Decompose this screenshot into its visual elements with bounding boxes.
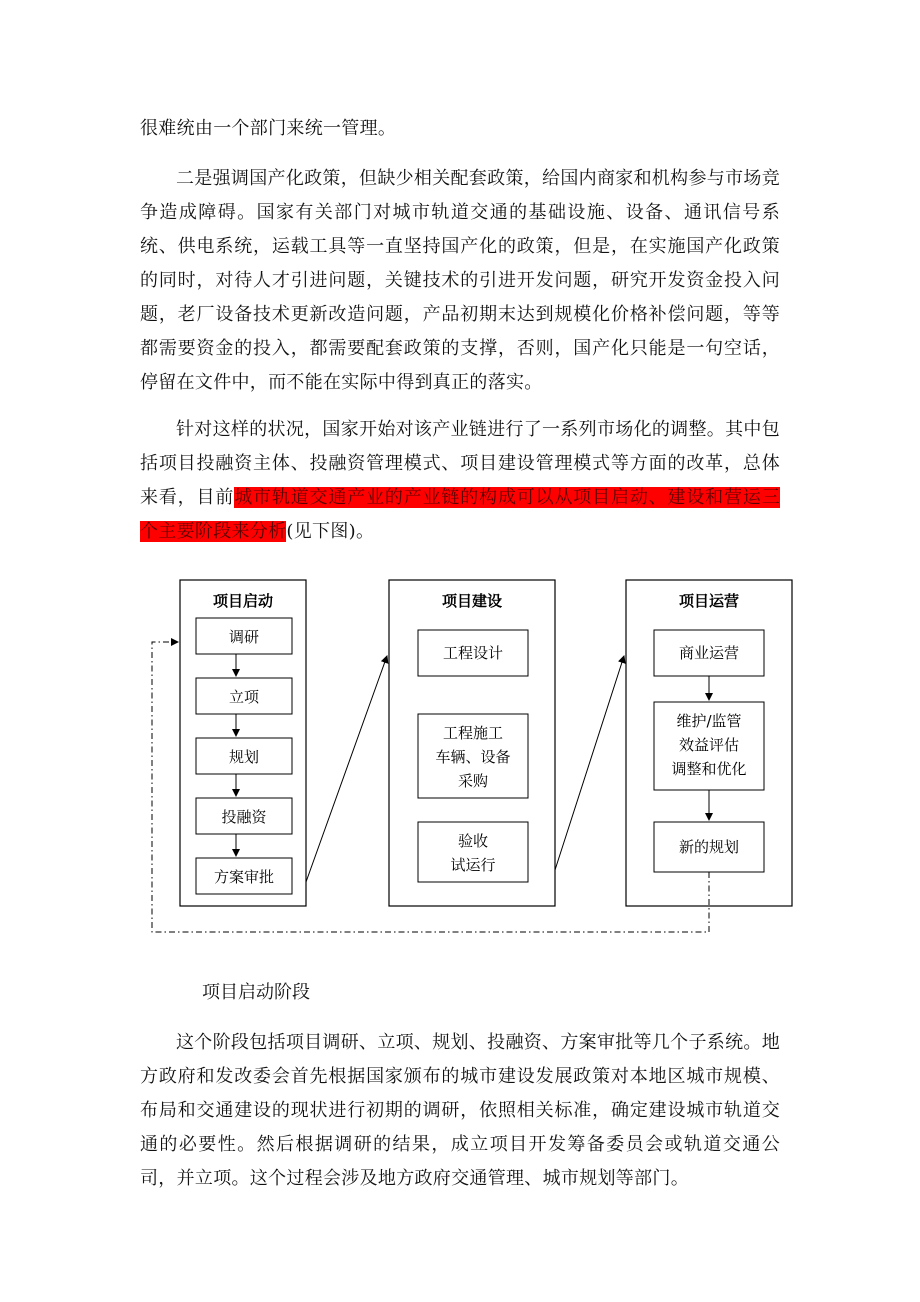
stage-construction-title: 项目建设 bbox=[441, 592, 503, 610]
step-research: 调研 bbox=[228, 628, 260, 646]
paragraph-3-tail: (见下图)。 bbox=[286, 521, 375, 542]
step-commercial: 商业运营 bbox=[678, 644, 740, 662]
step-financing: 投融资 bbox=[221, 808, 267, 826]
step-construction-line3: 采购 bbox=[457, 772, 489, 790]
step-construction-line2: 车辆、设备 bbox=[435, 748, 511, 766]
step-new-plan: 新的规划 bbox=[678, 838, 740, 856]
stage-operation-title: 项目运营 bbox=[678, 592, 740, 610]
step-plan-approval: 方案审批 bbox=[213, 868, 275, 886]
paragraph-1: 很难统由一个部门来统一管理。 bbox=[140, 118, 397, 139]
section-heading bbox=[172, 976, 310, 1010]
step-design: 工程设计 bbox=[442, 644, 504, 662]
step-acceptance-line1: 验收 bbox=[457, 832, 489, 850]
step-maintenance-line2: 效益评估 bbox=[678, 736, 740, 754]
step-acceptance-line2: 试运行 bbox=[450, 856, 496, 874]
paragraph-3-lead: 针对这样的状况，国家开始对该产业链进行了一系列市场化的调整。其中包括项目投融资主体、投融资管理模式、项目建设管理模式等方面的改革，总体来看，目前 bbox=[140, 419, 780, 508]
paragraph-3 bbox=[140, 413, 780, 549]
step-maintenance-line3: 调整和优化 bbox=[671, 760, 747, 778]
highlighted-text: 城市轨道交通产业的产业链的构成可以从项目启动、建设和营运三个主要阶段来分析 bbox=[140, 487, 781, 542]
section-heading-text: 项目启动阶段 bbox=[202, 982, 310, 1003]
stage-start-title: 项目启动 bbox=[212, 592, 274, 610]
paragraph-2: 二是强调国产化政策，但缺少相关配套政策，给国内商家和机构参与市场竞争造成障碍。国家有关部门对城市轨道交通的基础设施、设备、通讯信号系统、供电系统，运载工具等一直坚持国产化的政策，但是，在实施国产化政策的同时，对待人才引进问题，关键技术的引进开发问题，研究开发资金投入问题，老厂设备技术更新改造问题，产品初期末达到规模化价格补偿问题，等等都需要资金的投入，都需要配套政策的支撑，否则，国产化只能是一句空话，停留在文件中，而不能在实际中得到真正的落实。 bbox=[140, 168, 780, 393]
arrow-start-to-build bbox=[306, 656, 387, 882]
arrow-build-to-operate bbox=[555, 656, 624, 870]
paragraph-4: 这个阶段包括项目调研、立项、规划、投融资、方案审批等几个子系统。地方政府和发改委会首先根据国家颁布的城市建设发展政策对本地区城市规模、布局和交通建设的现状进行初期的调研，依照相关标准，确定建设城市轨道交通的必要性。然后根据调研的结果，成立项目开发筹备委员会或轨道交通公司，并立项。这个过程会涉及地方政府交通管理、城市规划等部门。 bbox=[140, 1032, 780, 1189]
step-construction-line1: 工程施工 bbox=[442, 724, 504, 742]
step-maintenance-line1: 维护/监管 bbox=[676, 712, 742, 730]
industry-chain-diagram bbox=[0, 560, 920, 940]
step-establish: 立项 bbox=[228, 688, 260, 706]
step-planning: 规划 bbox=[228, 748, 260, 766]
